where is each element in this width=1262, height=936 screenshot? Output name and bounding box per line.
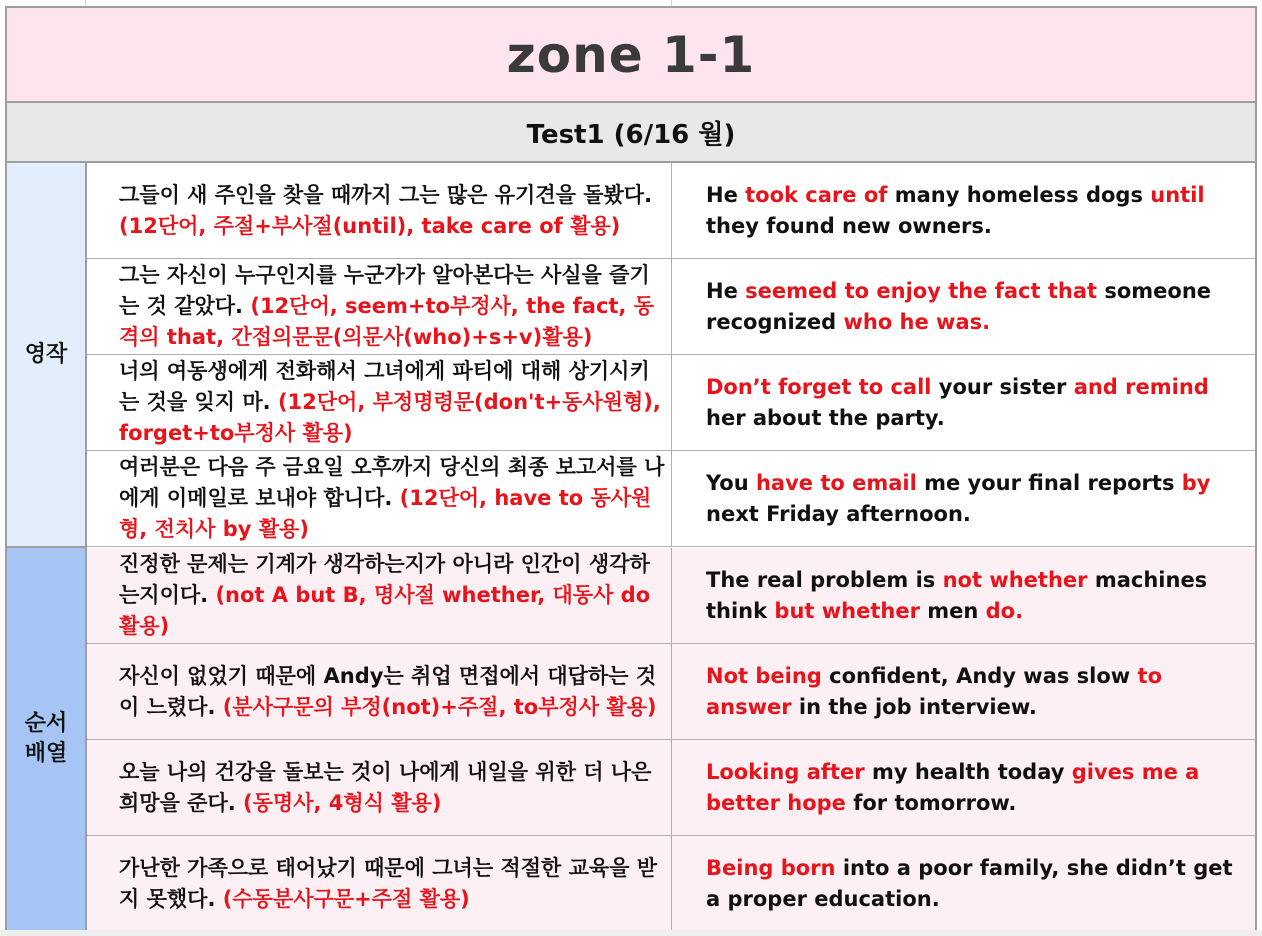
english-answer-cell[interactable] bbox=[672, 355, 1255, 450]
answer-text: confident, Andy was slow bbox=[821, 663, 1138, 688]
highlighted-phrase: until bbox=[1150, 182, 1205, 207]
english-answer-text bbox=[706, 565, 1251, 627]
prompt-text: 자신이 없었기 때문에 Andy는 취업 면접에서 대답하는 것이 느렸다. bbox=[119, 663, 657, 719]
answer-text: your sister bbox=[931, 374, 1074, 399]
hint-text: (not A but B, 명사절 whether, 대동사 do 활용) bbox=[119, 583, 651, 638]
highlighted-phrase: but whether bbox=[774, 598, 920, 623]
korean-prompt-cell[interactable] bbox=[87, 355, 672, 450]
english-answer-cell[interactable] bbox=[672, 163, 1255, 258]
worksheet-table bbox=[5, 6, 1257, 930]
korean-prompt-text bbox=[119, 260, 665, 353]
page-title: zone 1-1 bbox=[506, 25, 756, 84]
korean-prompt-text bbox=[119, 757, 665, 819]
prompt-text: 그들이 새 주인을 찾을 때까지 그는 많은 유기견을 돌봤다. bbox=[119, 182, 653, 207]
highlighted-phrase: to answer bbox=[706, 663, 1162, 719]
table-row bbox=[87, 740, 1255, 836]
prompt-text: 진정한 문제는 기계가 생각하는지가 아니라 인간이 생각하는지이다. bbox=[119, 552, 650, 607]
highlighted-phrase: by bbox=[1181, 470, 1211, 495]
highlighted-phrase: Looking after bbox=[706, 759, 865, 784]
table-row bbox=[87, 451, 1255, 547]
english-answer-text bbox=[706, 661, 1251, 723]
korean-prompt-text bbox=[119, 661, 665, 723]
korean-prompt-cell[interactable] bbox=[87, 163, 672, 258]
table-row bbox=[87, 355, 1255, 451]
hint-text: (수동분사구문+주절 활용) bbox=[222, 887, 470, 911]
highlighted-phrase: do. bbox=[985, 598, 1024, 623]
sheet-bottom-edge bbox=[0, 930, 1262, 936]
highlighted-phrase: not whether bbox=[942, 567, 1088, 592]
prompt-text: 가난한 가족으로 태어났기 때문에 그녀는 적절한 교육을 받지 못했다. bbox=[119, 856, 658, 911]
english-answer-cell[interactable] bbox=[672, 644, 1255, 739]
answer-text: men bbox=[919, 598, 986, 623]
highlighted-phrase: who he was. bbox=[843, 309, 991, 334]
answer-text: they found new owners. bbox=[706, 213, 992, 238]
korean-prompt-text bbox=[119, 356, 665, 449]
english-answer-cell[interactable] bbox=[672, 836, 1255, 932]
highlighted-phrase: gives me a better hope bbox=[706, 759, 1200, 815]
highlighted-phrase: seemed to enjoy the fact that bbox=[745, 278, 1098, 303]
table-row bbox=[87, 548, 1255, 644]
subtitle-cell[interactable] bbox=[7, 103, 1255, 163]
english-answer-cell[interactable] bbox=[672, 548, 1255, 643]
english-answer-cell[interactable] bbox=[672, 259, 1255, 354]
prompt-text: 그는 자신이 누구인지를 누군가가 알아본다는 사실을 즐기는 것 같았다. bbox=[119, 263, 650, 318]
answer-text: He bbox=[706, 182, 746, 207]
korean-prompt-cell[interactable] bbox=[87, 451, 672, 546]
korean-prompt-cell[interactable] bbox=[87, 259, 672, 354]
answer-text: in the job interview. bbox=[791, 694, 1037, 719]
section-label-composition[interactable]: 영작 bbox=[7, 163, 87, 548]
answer-text: me your final reports bbox=[916, 470, 1182, 495]
korean-prompt-text bbox=[119, 452, 665, 545]
english-answer-text bbox=[706, 276, 1251, 338]
prompt-text: 너의 여동생에게 전화해서 그녀에게 파티에 대해 상기시키는 것을 잊지 마. bbox=[119, 359, 650, 414]
answer-text: into a poor family, she didn’t get a proper education. bbox=[706, 856, 1233, 911]
hint-text: (12단어, 주절+부사절(until), take care of 활용) bbox=[119, 213, 621, 238]
english-answer-cell[interactable] bbox=[672, 740, 1255, 835]
answer-text: You bbox=[706, 470, 756, 495]
highlighted-phrase: took care of bbox=[745, 182, 888, 207]
korean-prompt-cell[interactable] bbox=[87, 644, 672, 739]
highlighted-phrase: Not being bbox=[706, 663, 822, 688]
highlighted-phrase: Don’t forget to call bbox=[706, 374, 932, 399]
title-cell[interactable] bbox=[7, 8, 1255, 103]
table-row bbox=[87, 163, 1255, 259]
hint-text: (12단어, seem+to부정사, the fact, 동격의 that, 간접의문문(의문사(who)+s+v)활용) bbox=[119, 294, 655, 349]
prompt-text: 여러분은 다음 주 금요일 오후까지 당신의 최종 보고서를 나에게 이메일로 보내야 합니다. bbox=[119, 455, 665, 510]
korean-prompt-cell[interactable] bbox=[87, 548, 672, 643]
english-answer-text bbox=[706, 180, 1251, 242]
korean-prompt-text bbox=[119, 853, 665, 915]
hint-text: (12단어, 부정명령문(don't+동사원형), forget+to부정사 활용) bbox=[119, 390, 661, 445]
table-row bbox=[87, 644, 1255, 740]
korean-prompt-cell[interactable] bbox=[87, 836, 672, 932]
answer-text: The real problem is bbox=[706, 567, 943, 592]
korean-prompt-text bbox=[119, 180, 665, 242]
hint-text: (동명사, 4형식 활용) bbox=[243, 790, 442, 815]
answer-text: machines think bbox=[706, 567, 1208, 623]
korean-prompt-text bbox=[119, 549, 665, 642]
highlighted-phrase: have to email bbox=[755, 470, 917, 495]
answer-text: her about the party. bbox=[706, 405, 945, 430]
answer-text: many homeless dogs bbox=[887, 182, 1151, 207]
english-answer-cell[interactable] bbox=[672, 451, 1255, 546]
english-answer-text bbox=[706, 757, 1251, 819]
section-label-ordering[interactable]: 순서 배열 bbox=[7, 548, 87, 930]
hint-text: (분사구문의 부정(not)+주절, to부정사 활용) bbox=[222, 694, 657, 719]
answer-text: my health today bbox=[864, 759, 1072, 784]
answer-text: someone recognized bbox=[706, 278, 1212, 334]
answer-text: He bbox=[706, 278, 746, 303]
highlighted-phrase: and remind bbox=[1073, 374, 1209, 399]
english-answer-text bbox=[706, 468, 1251, 530]
test-subtitle: Test1 (6/16 월) bbox=[526, 119, 736, 150]
korean-prompt-cell[interactable] bbox=[87, 740, 672, 835]
highlighted-phrase: Being born bbox=[706, 856, 836, 880]
answer-text: next Friday afternoon. bbox=[706, 501, 971, 526]
table-row bbox=[87, 836, 1255, 932]
answer-text: for tomorrow. bbox=[845, 790, 1017, 815]
prompt-text: 오늘 나의 건강을 돌보는 것이 나에게 내일을 위한 더 나은 희망을 준다. bbox=[119, 759, 652, 815]
hint-text: (12단어, have to 동사원형, 전치사 by 활용) bbox=[119, 486, 652, 541]
english-answer-text bbox=[706, 372, 1251, 434]
table-row bbox=[87, 259, 1255, 355]
english-answer-text bbox=[706, 853, 1251, 915]
